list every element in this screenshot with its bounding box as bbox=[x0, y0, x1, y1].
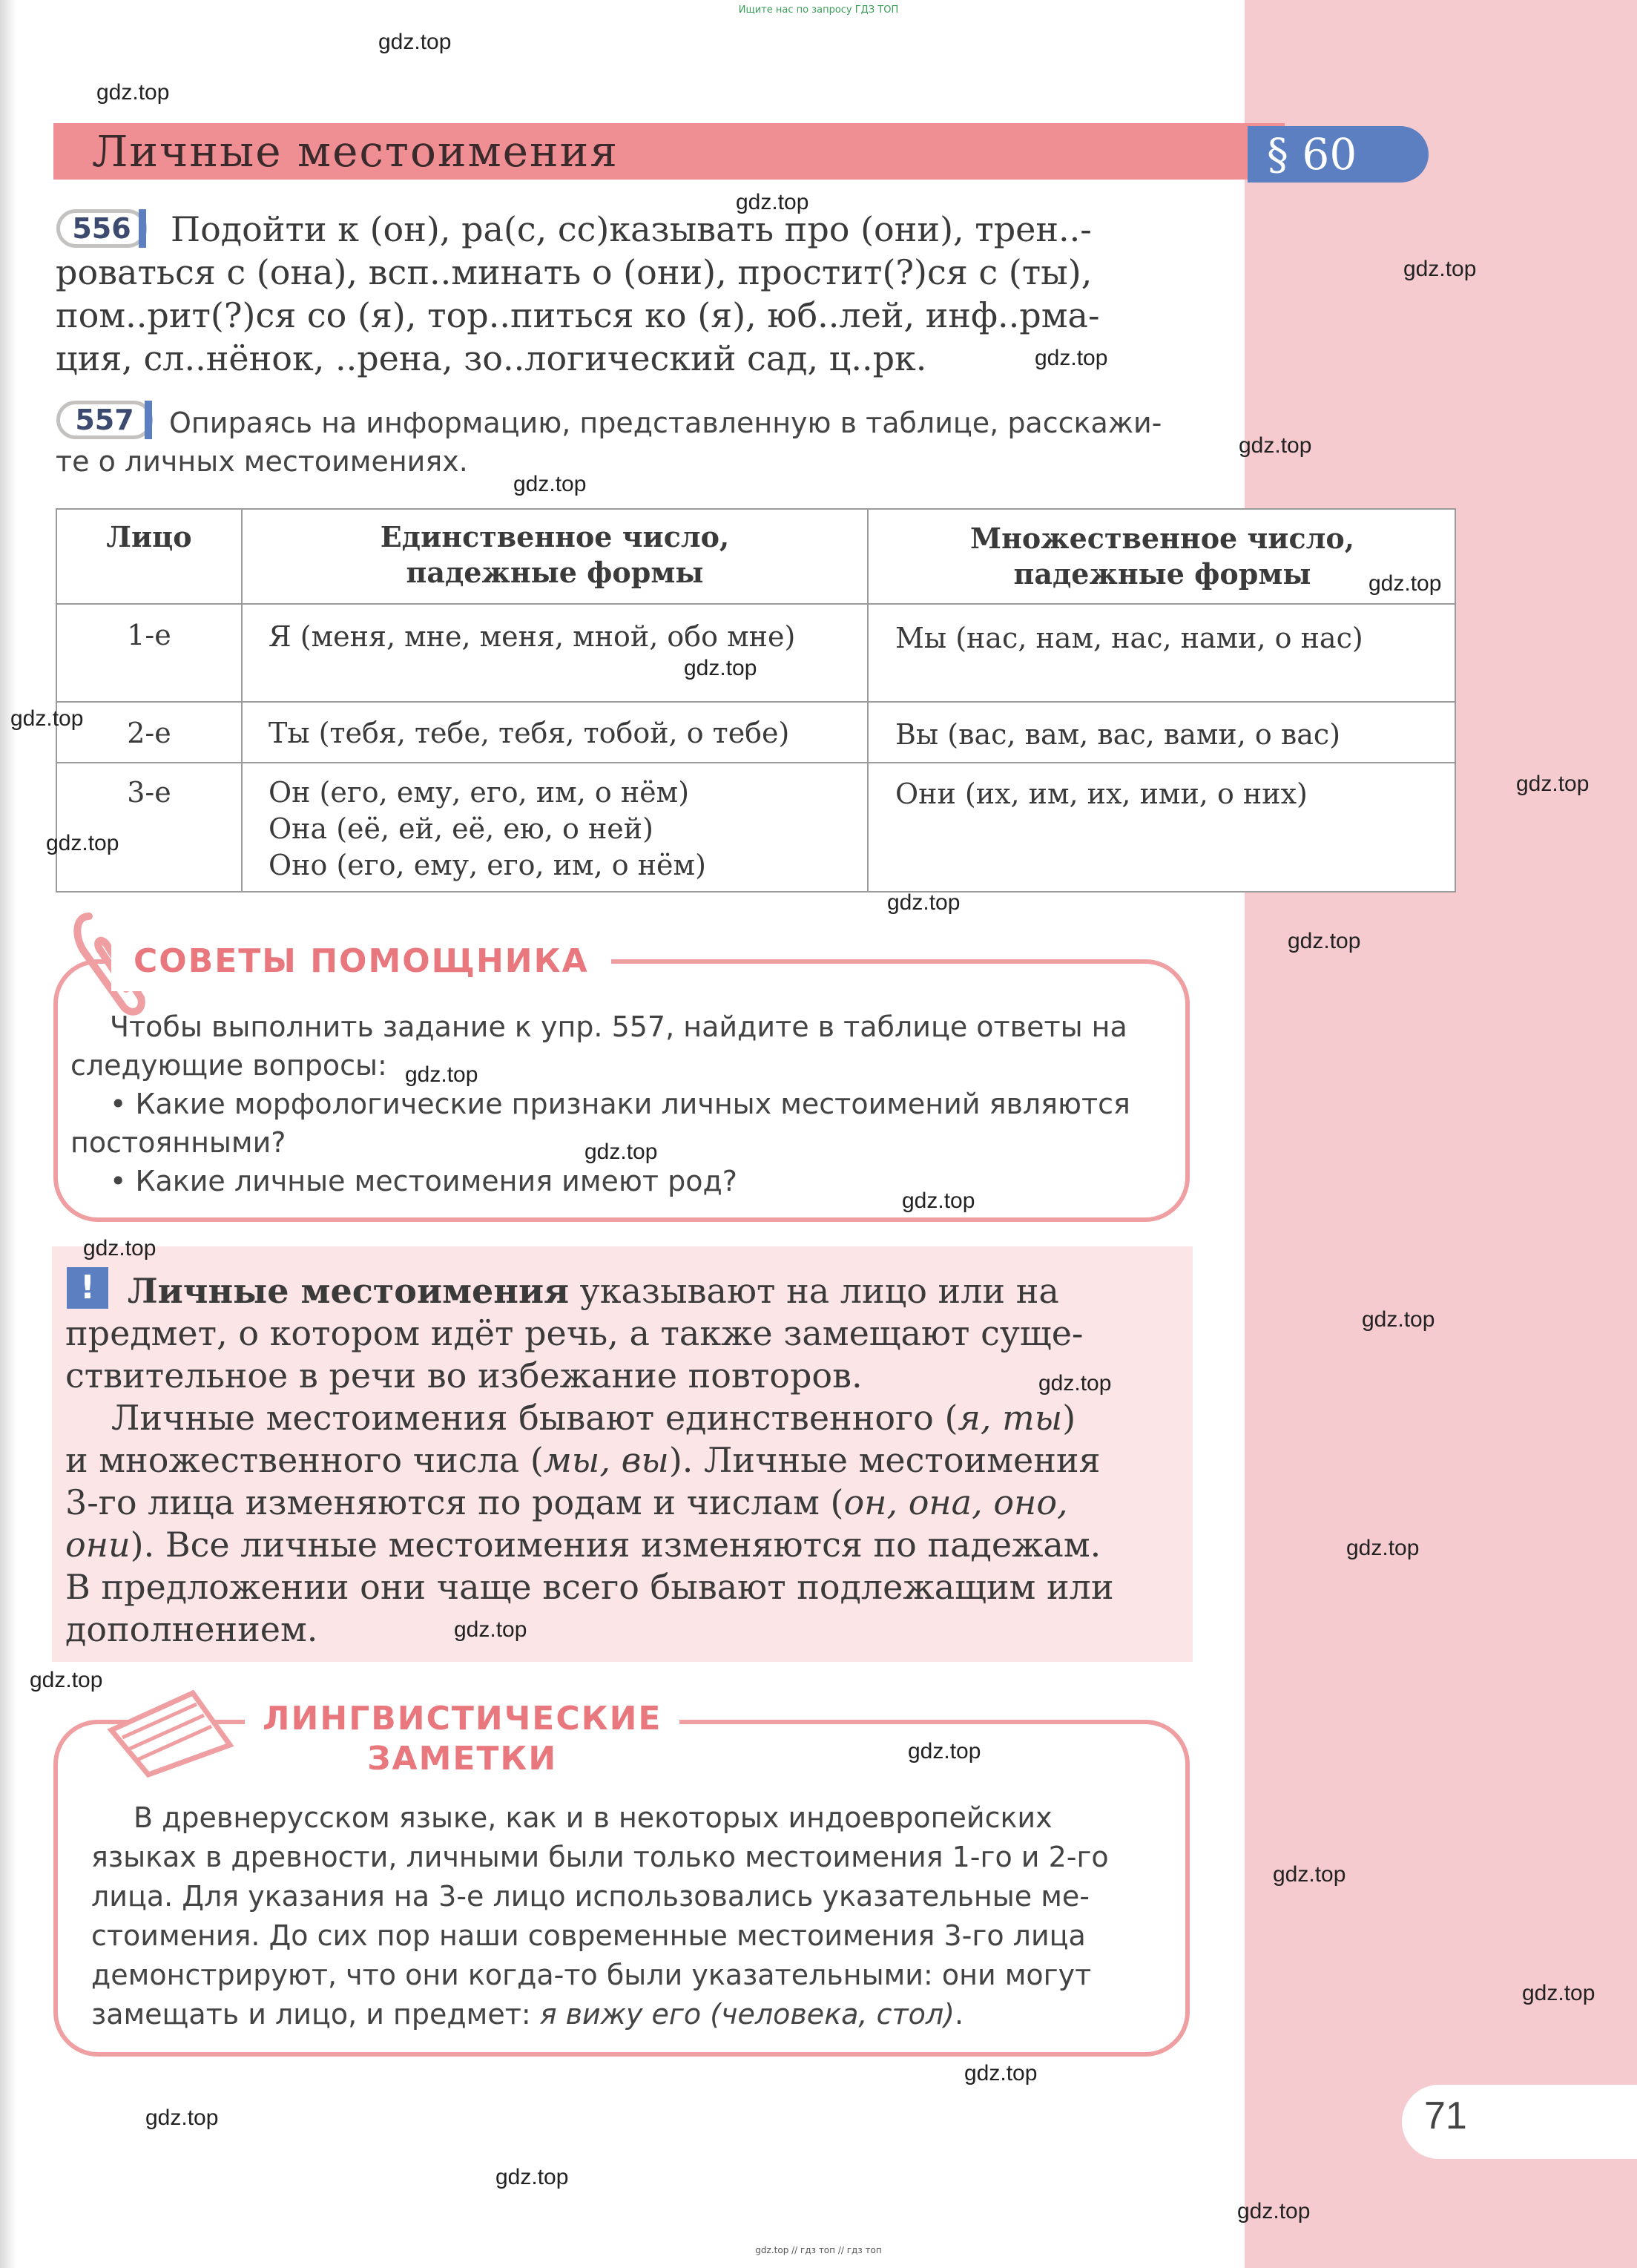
watermark: gdz.top bbox=[454, 1617, 527, 1642]
header-singular-2: падежные формы bbox=[406, 556, 704, 589]
linguistic-notes-title-line-1: ЛИНГВИСТИЧЕСКИЕ bbox=[263, 1700, 662, 1738]
exercise-number-marker bbox=[145, 401, 152, 439]
rule-line-2: предмет, о котором идёт речь, а также замещают суще- bbox=[65, 1313, 1084, 1353]
watermark: gdz.top bbox=[1035, 346, 1108, 370]
linguistic-line-3: лица. Для указания на 3-е лицо использовались указательные ме- bbox=[91, 1880, 1090, 1913]
rule-text: 3-го лица изменяются по родам и числам ( bbox=[65, 1482, 844, 1522]
watermark: gdz.top bbox=[513, 472, 587, 496]
linguistic-line-1: В древнерусском языке, как и в некоторых индоевропейских bbox=[134, 1801, 1053, 1834]
rule-line-7 bbox=[65, 1524, 1101, 1566]
watermark: gdz.top bbox=[1273, 1862, 1346, 1887]
exercise-number-marker bbox=[139, 209, 146, 248]
rule-text: ) bbox=[1062, 1398, 1076, 1438]
row-1-plural: Мы (нас, нам, нас, нами, о нас) bbox=[895, 622, 1363, 654]
table-divider bbox=[57, 701, 1455, 703]
row-2-singular: Ты (тебя, тебе, тебя, тобой, о тебе) bbox=[269, 717, 790, 749]
watermark: gdz.top bbox=[495, 2165, 569, 2189]
exercise-557-line-1: Опираясь на информацию, представленную в таблице, расскажи- bbox=[169, 407, 1162, 439]
header-plural-2: падежные формы bbox=[1013, 557, 1311, 591]
section-title-bar bbox=[53, 123, 1285, 180]
watermark: gdz.top bbox=[736, 190, 809, 214]
watermark: gdz.top bbox=[1288, 929, 1361, 953]
rule-text: и множественного числа ( bbox=[65, 1440, 544, 1480]
page-number: 71 bbox=[1424, 2094, 1467, 2137]
advice-line-2: следующие вопросы: bbox=[70, 1049, 387, 1082]
linguistic-line-6 bbox=[91, 1995, 964, 2034]
rule-term: Личные местоимения bbox=[128, 1271, 570, 1311]
advice-line-5: • Какие личные местоимения имеют род? bbox=[110, 1165, 737, 1197]
linguistic-line-5: демонстрируют, что они когда-то были указательными: они могут bbox=[91, 1959, 1092, 1991]
linguistic-text: . bbox=[954, 1998, 964, 2031]
watermark: gdz.top bbox=[10, 706, 84, 731]
exercise-557-number bbox=[56, 401, 153, 439]
watermark: gdz.top bbox=[887, 890, 961, 915]
rule-text: ). Все личные местоимения изменяются по падежам. bbox=[130, 1525, 1101, 1565]
top-note: Ищите нас по запросу ГДЗ ТОП bbox=[738, 4, 899, 16]
watermark: gdz.top bbox=[1368, 571, 1442, 596]
watermark: gdz.top bbox=[1516, 772, 1590, 796]
rule-line-3: ствительное в речи во избежание повторов. bbox=[65, 1355, 863, 1396]
watermark: gdz.top bbox=[1522, 1981, 1595, 2005]
watermark: gdz.top bbox=[145, 2106, 219, 2130]
rule-line-5 bbox=[65, 1439, 1101, 1482]
rule-line-9: дополнением. bbox=[65, 1609, 318, 1649]
exercise-556-line-4: ция, сл..нёнок, ..рена, зо..логический сад, ц..рк. bbox=[56, 338, 927, 378]
rule-line-1 bbox=[128, 1270, 1059, 1312]
watermark: gdz.top bbox=[1038, 1371, 1112, 1396]
watermark: gdz.top bbox=[1362, 1307, 1435, 1332]
row-3-plural: Они (их, им, их, ими, о них) bbox=[895, 778, 1308, 810]
exercise-556-number-label: 556 bbox=[72, 212, 131, 245]
advice-line-4: постоянными? bbox=[70, 1126, 286, 1159]
table-divider bbox=[57, 762, 1455, 763]
row-3-person: 3-е bbox=[127, 776, 171, 809]
linguistic-line-4: стоимения. До сих пор наши современные местоимения 3-го лица bbox=[91, 1919, 1086, 1952]
pronoun-table bbox=[56, 508, 1456, 893]
advice-line-1: Чтобы выполнить задание к упр. 557, найдите в таблице ответы на bbox=[110, 1010, 1127, 1043]
watermark: gdz.top bbox=[964, 2061, 1038, 2085]
watermark: gdz.top bbox=[405, 1062, 478, 1087]
watermark: gdz.top bbox=[1239, 433, 1312, 458]
rule-example: мы, вы bbox=[543, 1440, 669, 1480]
rule-example: я, ты bbox=[958, 1398, 1063, 1438]
watermark: gdz.top bbox=[83, 1236, 157, 1260]
rule-text: Личные местоимения бывают единственного ( bbox=[111, 1398, 958, 1438]
exercise-557-line-2: те о личных местоимениях. bbox=[56, 445, 468, 478]
header-plural-1: Множественное число, bbox=[970, 522, 1354, 555]
rule-line-4 bbox=[111, 1397, 1076, 1439]
header-singular-1: Единственное число, bbox=[380, 520, 730, 553]
watermark: gdz.top bbox=[96, 80, 170, 105]
table-divider bbox=[57, 603, 1455, 605]
rule-line-8: В предложении они чаще всего бывают подлежащим или bbox=[65, 1567, 1114, 1607]
linguistic-text: замещать и лицо, и предмет: bbox=[91, 1998, 540, 2031]
exercise-557-number-label: 557 bbox=[75, 404, 134, 436]
rule-line-6 bbox=[65, 1482, 1068, 1524]
row-3-singular-3: Оно (его, ему, его, им, о нём) bbox=[269, 849, 706, 881]
row-2-plural: Вы (вас, вам, вас, вами, о вас) bbox=[895, 718, 1341, 751]
page-binding-shadow bbox=[0, 0, 16, 2268]
linguistic-line-2: языках в древности, личными были только местоимения 1-го и 2-го bbox=[91, 1841, 1109, 1873]
watermark: gdz.top bbox=[1237, 2199, 1311, 2223]
notebook-icon bbox=[104, 1678, 237, 1782]
watermark: gdz.top bbox=[684, 656, 757, 680]
section-title: Личные местоимения bbox=[92, 126, 619, 177]
exercise-556-line-2: роваться с (она), всп..минать о (они), простит(?)ся с (ты), bbox=[56, 252, 1093, 292]
advice-title: СОВЕТЫ ПОМОЩНИКА bbox=[111, 932, 611, 991]
watermark: gdz.top bbox=[1346, 1536, 1420, 1560]
exercise-556-line-3: пом..рит(?)ся со (я), тор..питься ко (я), юб..лей, инф..рма- bbox=[56, 295, 1100, 335]
page-margin-band bbox=[1245, 0, 1637, 2268]
rule-text: ). Личные местоимения bbox=[668, 1440, 1101, 1480]
watermark: gdz.top bbox=[584, 1140, 658, 1164]
watermark: gdz.top bbox=[1403, 257, 1477, 281]
watermark: gdz.top bbox=[46, 831, 119, 855]
rule-example: они bbox=[65, 1525, 131, 1565]
watermark: gdz.top bbox=[902, 1189, 975, 1213]
rule-example: он, она, оно, bbox=[843, 1482, 1068, 1522]
row-3-singular-1: Он (его, ему, его, им, о нём) bbox=[269, 776, 690, 809]
advice-line-3: • Какие морфологические признаки личных местоимений являются bbox=[110, 1088, 1130, 1120]
exercise-556-number bbox=[56, 209, 147, 248]
watermark: gdz.top bbox=[378, 30, 452, 54]
important-icon: ! bbox=[67, 1267, 108, 1309]
linguistic-notes-title-line-2: ЗАМЕТКИ bbox=[367, 1740, 558, 1778]
watermark: gdz.top bbox=[908, 1739, 981, 1764]
linguistic-notes-title bbox=[245, 1699, 679, 1779]
row-3-singular-2: Она (её, ей, её, ею, о ней) bbox=[269, 812, 653, 845]
bottom-note: gdz.top // гдз топ // гдз топ bbox=[755, 2245, 882, 2255]
header-person: Лицо bbox=[106, 520, 192, 553]
row-2-person: 2-е bbox=[127, 717, 171, 749]
linguistic-example: я вижу его (человека, стол) bbox=[539, 1998, 955, 2031]
row-1-person: 1-е bbox=[127, 619, 171, 651]
watermark: gdz.top bbox=[30, 1668, 103, 1692]
rule-line-1-rest: указывают на лицо или на bbox=[569, 1271, 1059, 1311]
section-number-badge: § 60 bbox=[1248, 126, 1429, 183]
exercise-556-line-1: Подойти к (он), ра(с, сс)казывать про (они), трен..- bbox=[171, 209, 1092, 249]
row-1-singular: Я (меня, мне, меня, мной, обо мне) bbox=[269, 620, 796, 653]
